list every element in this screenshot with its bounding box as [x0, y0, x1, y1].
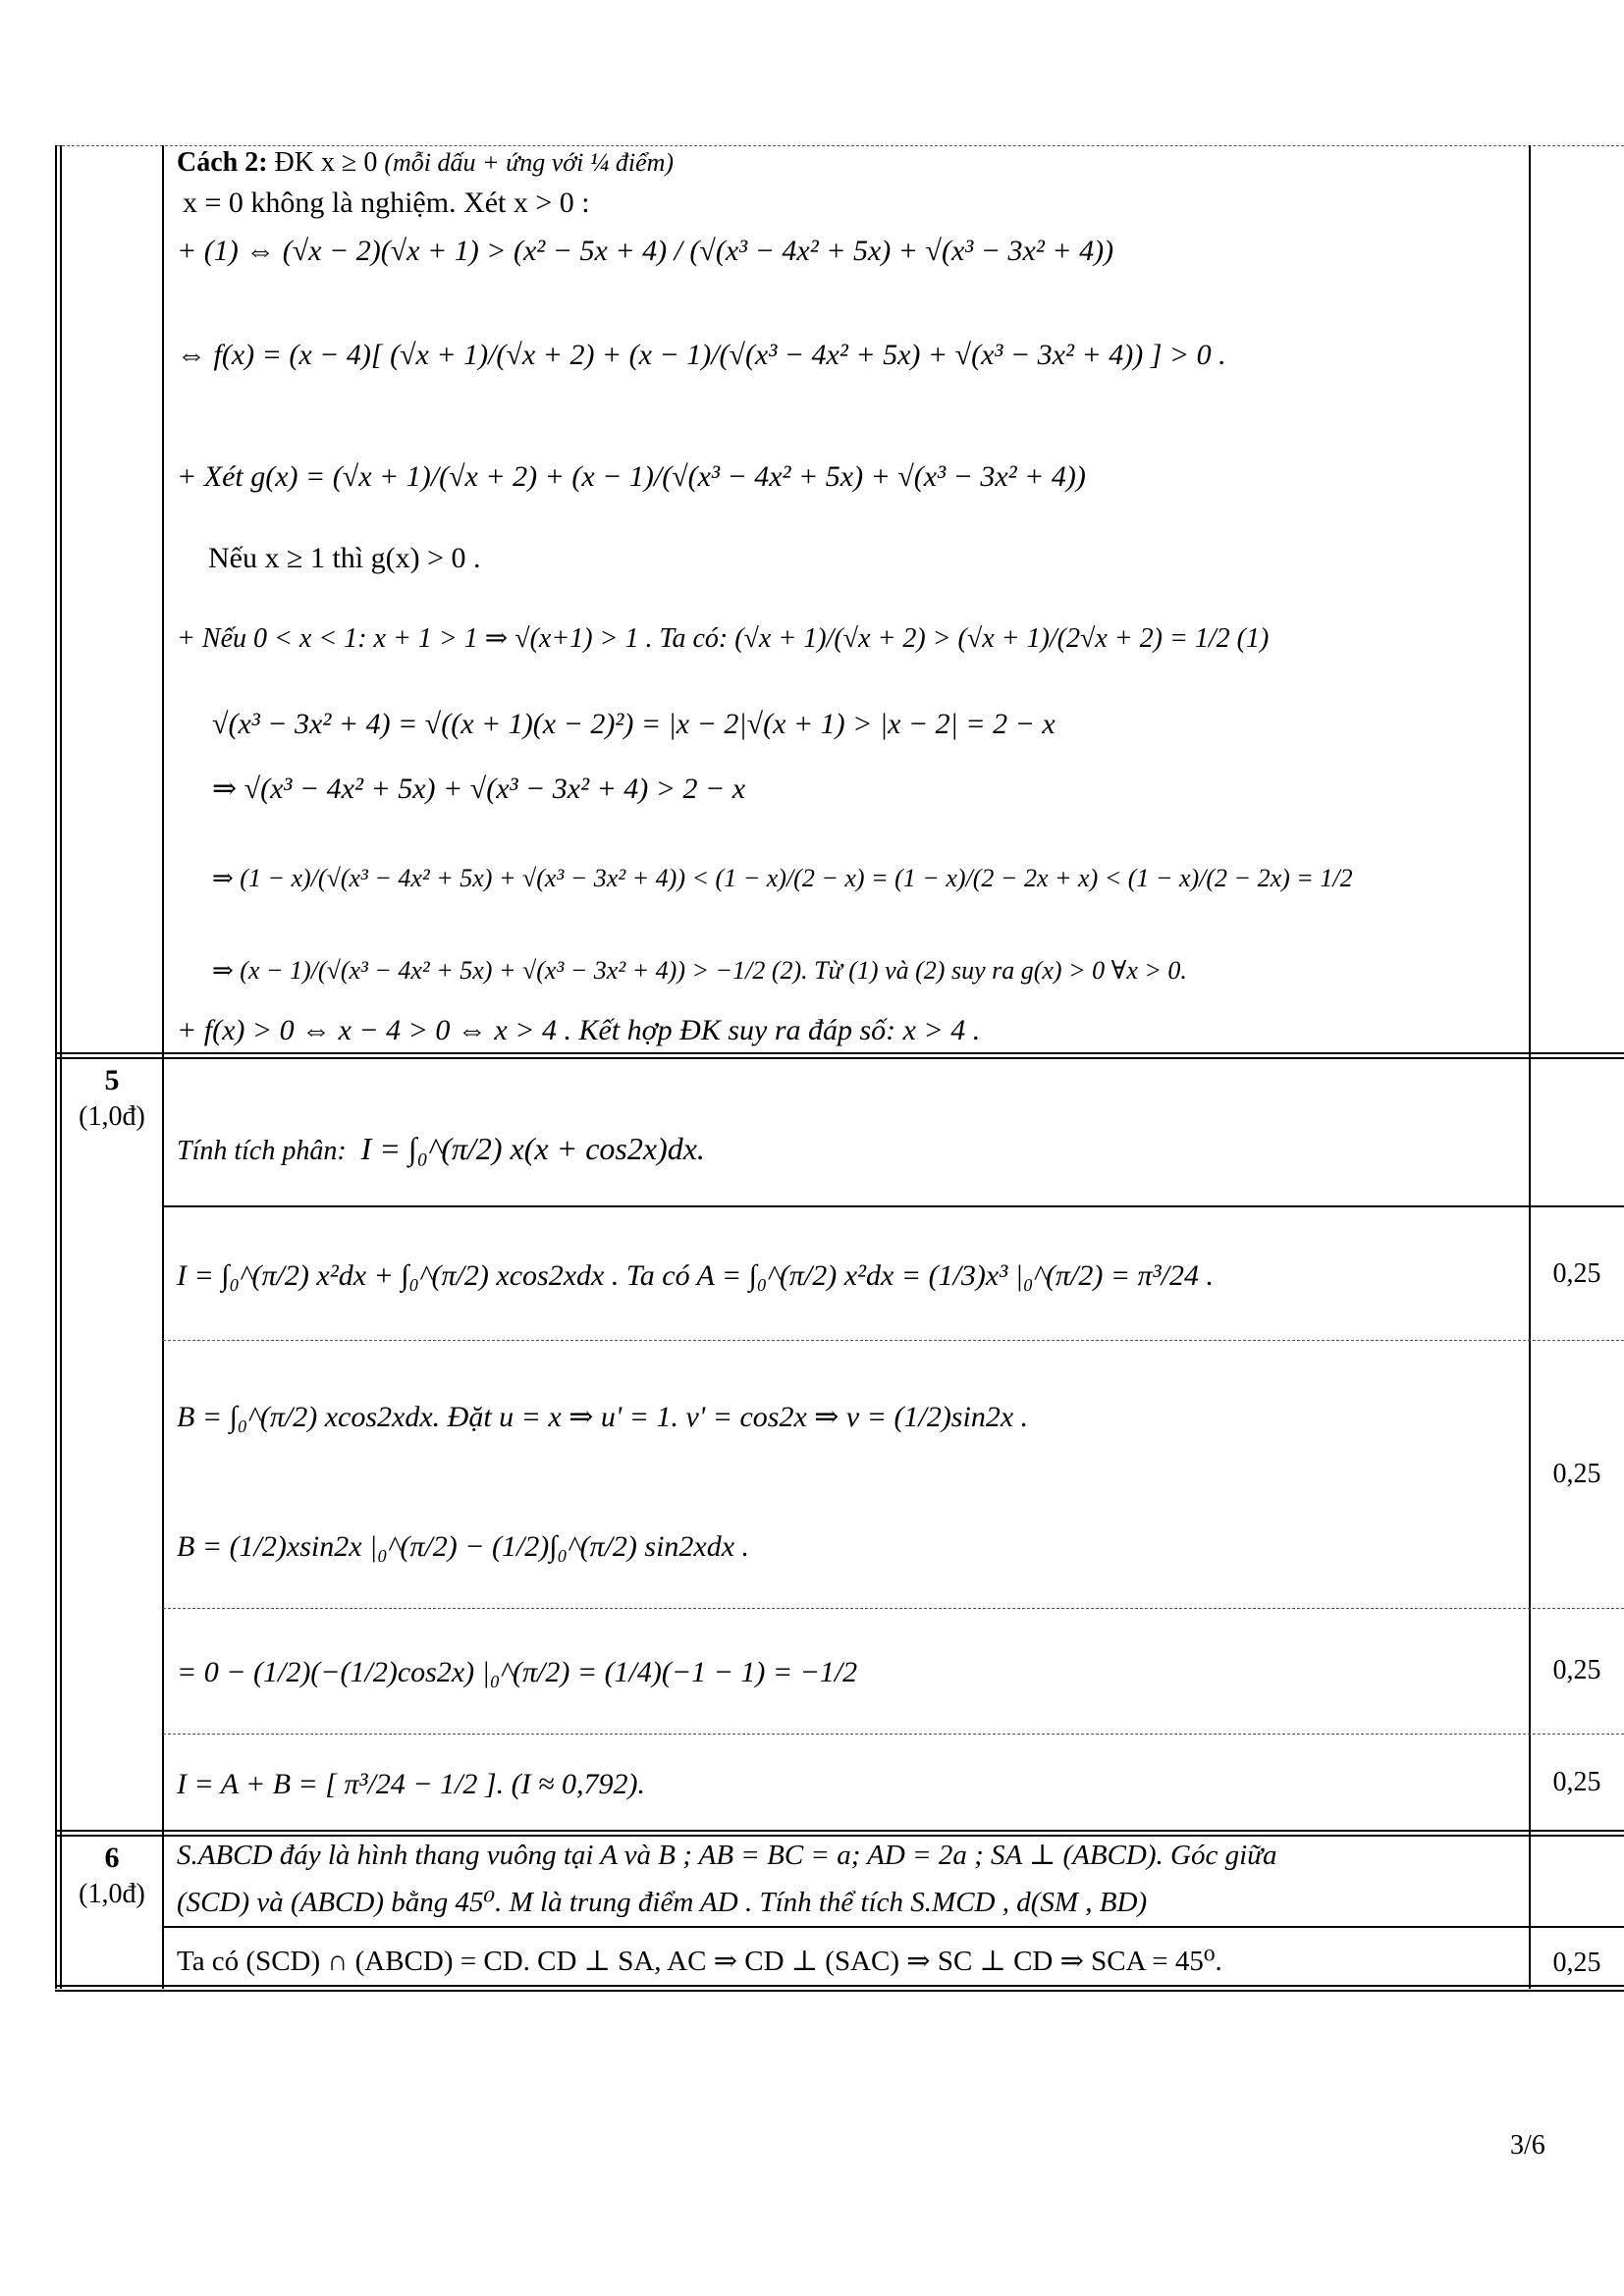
part4-line-2-text: ⇔ f(x) = (x − 4)[ (√x + 1)/(√x + 2) + (x − 1)/(√(x³ − 4x² + 5x) + √(x³ − 3x² + 4)) ] > 0 .	[177, 339, 1226, 371]
cach2-note: (mỗi dấu + ứng với ¼ điểm)	[384, 148, 675, 177]
section-divider-6-a	[55, 1830, 1624, 1832]
q5-row-2	[177, 1653, 857, 1690]
q6-label	[61, 1840, 163, 1911]
section-divider-5-b	[55, 1057, 1624, 1059]
q5-row-0-score: 0,25	[1552, 1258, 1601, 1289]
row-divider-q5-2	[163, 1340, 1624, 1341]
q5-prompt	[177, 1131, 705, 1168]
q5-row-1b	[177, 1527, 749, 1565]
q6-number: 6	[104, 1842, 120, 1874]
q5-row-3-score: 0,25	[1552, 1767, 1601, 1797]
q5-row-0	[177, 1256, 1214, 1294]
q5-row-2-text: = 0 − (1/2)(−(1/2)cos2x) |₀^(π/2) = (1/4)(−1 − 1) = −1/2	[177, 1656, 858, 1688]
section-divider-5-a	[55, 1052, 1624, 1054]
q5-row-1-text2: B = (1/2)xsin2x |₀^(π/2) − (1/2)∫₀^(π/2) sin2xdx .	[177, 1530, 750, 1563]
part4-line-8	[212, 858, 1353, 894]
part4-line-7-text: ⇒ √(x³ − 4x² + 5x) + √(x³ − 3x² + 4) > 2 − x	[212, 773, 746, 805]
section-divider-6-b	[55, 1835, 1624, 1837]
q6-row-0: Ta có (SCD) ∩ (ABCD) = CD. CD ⊥ SA, AC ⇒ CD ⊥ (SAC) ⇒ SC ⊥ CD ⇒ SCA = 45⁰.	[177, 1946, 1222, 1977]
q5-row-1	[177, 1398, 1028, 1435]
part4-line-10	[177, 1011, 980, 1048]
part4-line-4: Nếu x ≥ 1 thì g(x) > 0 .	[208, 542, 481, 574]
row-divider-q5-4	[163, 1734, 1624, 1735]
page-number: 3/6	[1510, 2130, 1545, 2161]
q5-prompt-label: Tính tích phân:	[177, 1136, 347, 1166]
q5-row-3	[177, 1765, 645, 1802]
part4-line-1-text: + (1) ⇔ (√x − 2)(√x + 1) > (x² − 5x + 4) / (√(x³ − 4x² + 5x) + √(x³ − 3x² + 4))	[177, 235, 1114, 267]
row-divider-q5-3	[163, 1608, 1624, 1609]
q6-prompt-line-1: S.ABCD đáy là hình thang vuông tại A và B ; AB = BC = a; AD = 2a ; SA ⊥ (ABCD). Góc giữa	[177, 1840, 1277, 1871]
part4-line-5	[177, 618, 1269, 655]
row-divider-q5-1	[162, 1205, 1624, 1207]
part4-line-9	[212, 950, 1187, 987]
part4-line-1	[177, 232, 1113, 269]
part4-line-6	[212, 705, 1056, 742]
cach2-label: Cách 2:	[177, 147, 268, 178]
part4-line-0: x = 0 không là nghiệm. Xét x > 0 :	[183, 187, 590, 219]
q5-row-1-score: 0,25	[1552, 1459, 1601, 1489]
part4-line-6-text: √(x³ − 3x² + 4) = √((x + 1)(x − 2)²) = |x − 2|√(x + 1) > |x − 2| = 2 − x	[212, 708, 1056, 740]
left-border-outer	[55, 145, 57, 1989]
q5-label	[61, 1062, 163, 1134]
q5-number: 5	[104, 1064, 120, 1096]
part4-line-2	[177, 336, 1226, 373]
q6-points: (1,0đ)	[79, 1878, 145, 1909]
q6-prompt-line-2: (SCD) và (ABCD) bằng 45⁰. M là trung điểm AD . Tính thể tích S.MCD , d(SM , BD)	[177, 1887, 1148, 1918]
cach2-heading	[177, 147, 674, 179]
q5-points: (1,0đ)	[79, 1100, 145, 1132]
part4-line-7	[212, 770, 745, 807]
part4-line-3	[177, 457, 1086, 495]
row-divider-q6-1	[162, 1926, 1624, 1928]
part4-line-10-text: + f(x) > 0 ⇔ x − 4 > 0 ⇔ x > 4 . Kết hợp ĐK suy ra đáp số: x > 4 .	[177, 1014, 981, 1046]
bottom-border-a	[55, 1985, 1624, 1987]
q5-row-1-text: B = ∫₀^(π/2) xcos2xdx. Đặt u = x ⇒ u' = 1. v' = cos2x ⇒ v = (1/2)sin2x .	[177, 1401, 1029, 1433]
q6-row-0-score: 0,25	[1552, 1948, 1601, 1978]
part4-line-9-text: ⇒ (x − 1)/(√(x³ − 4x² + 5x) + √(x³ − 3x² + 4)) > −1/2 (2). Từ (1) và (2) suy ra g(x) > 0 ∀x > 0.	[212, 956, 1187, 985]
part4-line-3-text: + Xét g(x) = (√x + 1)/(√x + 2) + (x − 1)/(√(x³ − 4x² + 5x) + √(x³ − 3x² + 4))	[177, 460, 1086, 493]
q5-prompt-formula: I = ∫₀^(π/2) x(x + cos2x)dx.	[360, 1131, 705, 1166]
bottom-border-b	[55, 1990, 1624, 1992]
q5-row-3-text: I = A + B = [ π³/24 − 1/2 ]. (I ≈ 0,792).	[177, 1768, 646, 1800]
part4-line-8-text: ⇒ (1 − x)/(√(x³ − 4x² + 5x) + √(x³ − 3x² + 4)) < (1 − x)/(2 − x) = (1 − x)/(2 − 2x + x) < (1 − x)/(2 − 2x) = 1/2	[212, 864, 1353, 892]
cach2-condition: ĐK x ≥ 0	[274, 147, 378, 178]
top-border	[57, 145, 1624, 146]
col-divider-2	[1529, 145, 1531, 1989]
q5-row-2-score: 0,25	[1552, 1655, 1601, 1685]
part4-line-5-text: + Nếu 0 < x < 1: x + 1 > 1 ⇒ √(x+1) > 1 . Ta có: (√x + 1)/(√x + 2) > (√x + 1)/(2√x + 2) = 1/2 (1)	[177, 623, 1270, 654]
q5-row-0-text: I = ∫₀^(π/2) x²dx + ∫₀^(π/2) xcos2xdx . Ta có A = ∫₀^(π/2) x²dx = (1/3)x³ |₀^(π/2) = π³/24 .	[177, 1259, 1214, 1292]
